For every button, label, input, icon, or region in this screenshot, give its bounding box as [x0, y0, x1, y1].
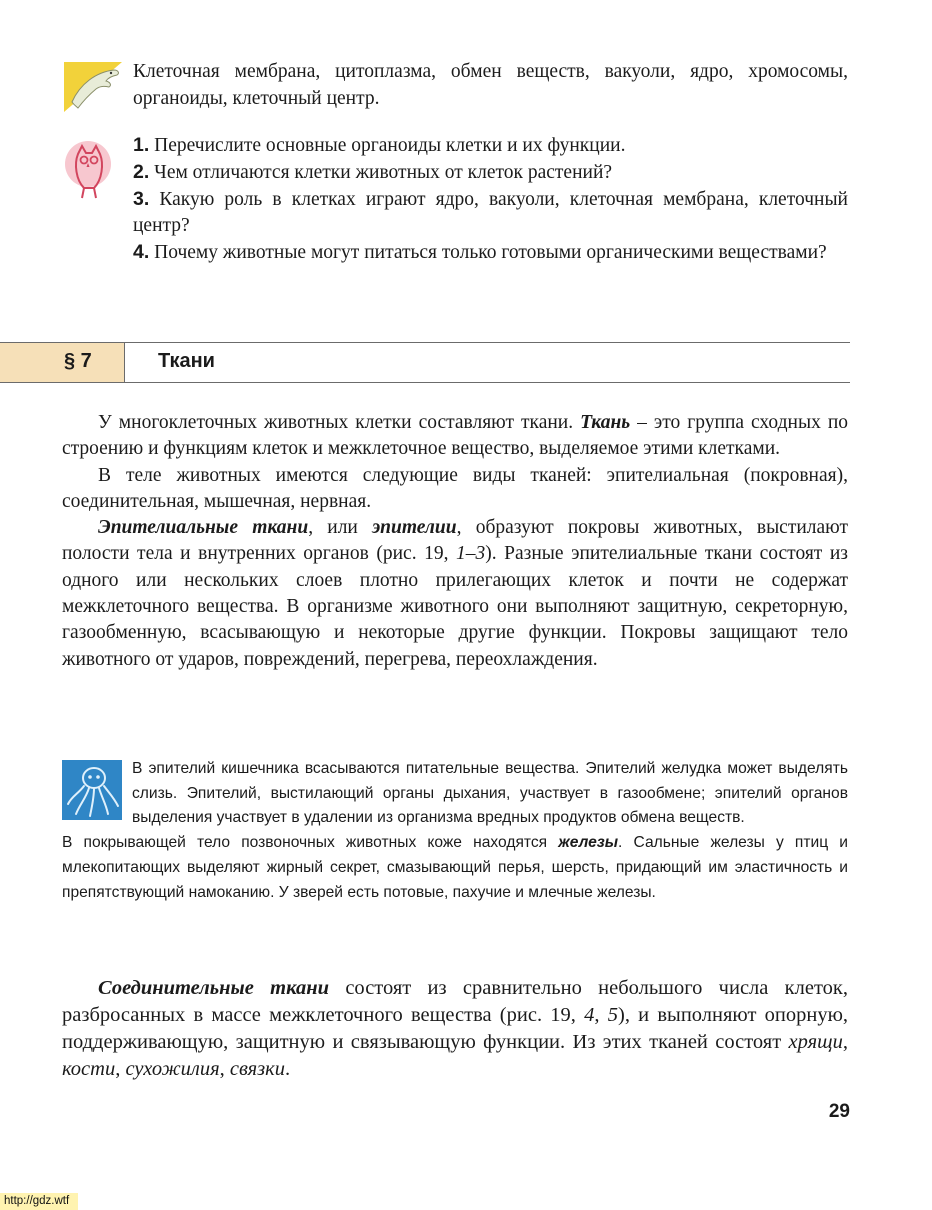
paragraph-tissue-definition: [62, 410, 848, 463]
paragraph-epithelium: [62, 515, 848, 673]
question-number: 3.: [133, 188, 150, 210]
question-text: Чем отличаются клетки животных от клеток растений?: [149, 162, 613, 183]
owl-icon: [64, 136, 114, 206]
question-text: Какую роль в клетках играют ядро, вакуоли, клеточная мембрана, клеточный центр?: [133, 189, 848, 236]
figure-ref: 4: [584, 1004, 595, 1026]
question-number: 1.: [133, 134, 150, 156]
text-run: В покрывающей тело позвоночных животных коже находятся: [62, 834, 559, 852]
text-run: , или: [308, 517, 373, 539]
text-run: ), и выполняют опорную, поддерживающую, защитную и связывающую функции. Из этих тканей состоят: [62, 1004, 849, 1053]
section-number-box: [0, 343, 125, 382]
main-text: [62, 410, 848, 673]
note-paragraph-epithelium: В эпителий кишечника всасываются питательные вещества. Эпителий желудка может выделять слизь. Эпителий, выстилающий органы дыхания, участвует в газообмене; эпителий органов выделения участвует в удалении из организма вредных продуктов обмена веществ.: [132, 760, 848, 827]
term-bones: кости: [62, 1058, 116, 1080]
term-glands: железы: [558, 834, 619, 852]
text-run: . Сальные железы у птиц и млекопитающих выделяют жирный секрет, смазывающий перья, шерсть, придающий им эластичность и препятствующий намоканию. У зверей есть потовые, пахучие и млечные железы.: [62, 834, 848, 901]
paragraph-tissue-types: В теле животных имеются следующие виды тканей: эпителиальная (покровная), соединительная, мышечная, нервная.: [62, 464, 848, 512]
question-item: [133, 239, 848, 266]
question-item: [133, 159, 848, 186]
question-text: Почему животные могут питаться только готовыми органическими веществами?: [149, 242, 827, 263]
questions-list: [133, 132, 848, 266]
page-number: 29: [828, 1101, 850, 1122]
note-paragraph-glands: [62, 831, 848, 905]
figure-ref: 5: [607, 1004, 618, 1026]
text-run: состоят из сравнительно небольшого числа клеток, разбросанных в массе межклеточного вещества (рис. 19,: [62, 977, 848, 1026]
note-icon-spacer: [62, 757, 132, 829]
keywords-text: Клеточная мембрана, цитоплазма, обмен веществ, вакуоли, ядро, хромосомы, органоиды, клеточный центр.: [133, 61, 848, 109]
section-bottom-rule: [0, 382, 850, 383]
term-connective-tissues: Соединительные ткани: [98, 977, 330, 999]
question-number: 2.: [133, 161, 150, 183]
info-note: [62, 757, 848, 905]
figure-ref: 1–3: [456, 543, 486, 565]
question-item: [133, 132, 848, 159]
term-ligaments: связки: [229, 1058, 285, 1080]
dolphin-icon: [62, 58, 124, 114]
section-top-rule: [0, 342, 850, 343]
question-number: 4.: [133, 241, 150, 263]
question-text: Перечислите основные органоиды клетки и их функции.: [149, 135, 626, 156]
term-epithelia: эпителии: [372, 517, 457, 539]
question-item: [133, 186, 848, 239]
section-number: § 7: [64, 350, 92, 372]
text-run: У многоклеточных животных клетки составляют ткани.: [98, 412, 581, 433]
text-run: ,: [219, 1058, 230, 1080]
term-epithelial-tissues: Эпителиальные ткани: [98, 517, 309, 539]
connective-text: [62, 975, 848, 1083]
text-run: ,: [115, 1058, 126, 1080]
text-run: ). Разные эпителиальные ткани состоят из одного или нескольких слоев плотно прилегающих клеток и почти не содержат межклеточного вещества. В организме животного они выполняют защитную, секреторную, газообменную, всасывающую и некоторые другие функции. Покровы защищают тело животного от ударов, повреждений, перегрева, переохлаждения.: [62, 543, 848, 670]
term-tissue: Ткань: [580, 412, 631, 433]
text-run: ,: [842, 1031, 848, 1053]
text-run: , образуют покровы животных, выстилают полости тела и внутренних органов (рис. 19,: [62, 517, 848, 565]
text-run: ,: [594, 1004, 608, 1026]
term-tendons: сухожилия: [125, 1058, 220, 1080]
text-run: .: [284, 1058, 291, 1080]
term-cartilage: хрящи: [788, 1031, 843, 1053]
section-title: Ткани: [158, 350, 215, 372]
watermark-link[interactable]: http://gdz.wtf: [0, 1193, 78, 1210]
text-run: – это группа сходных по строению и функциям клеток и межклеточное вещество, выделяемое этими клетками.: [62, 412, 848, 460]
paragraph-connective: [62, 975, 848, 1083]
